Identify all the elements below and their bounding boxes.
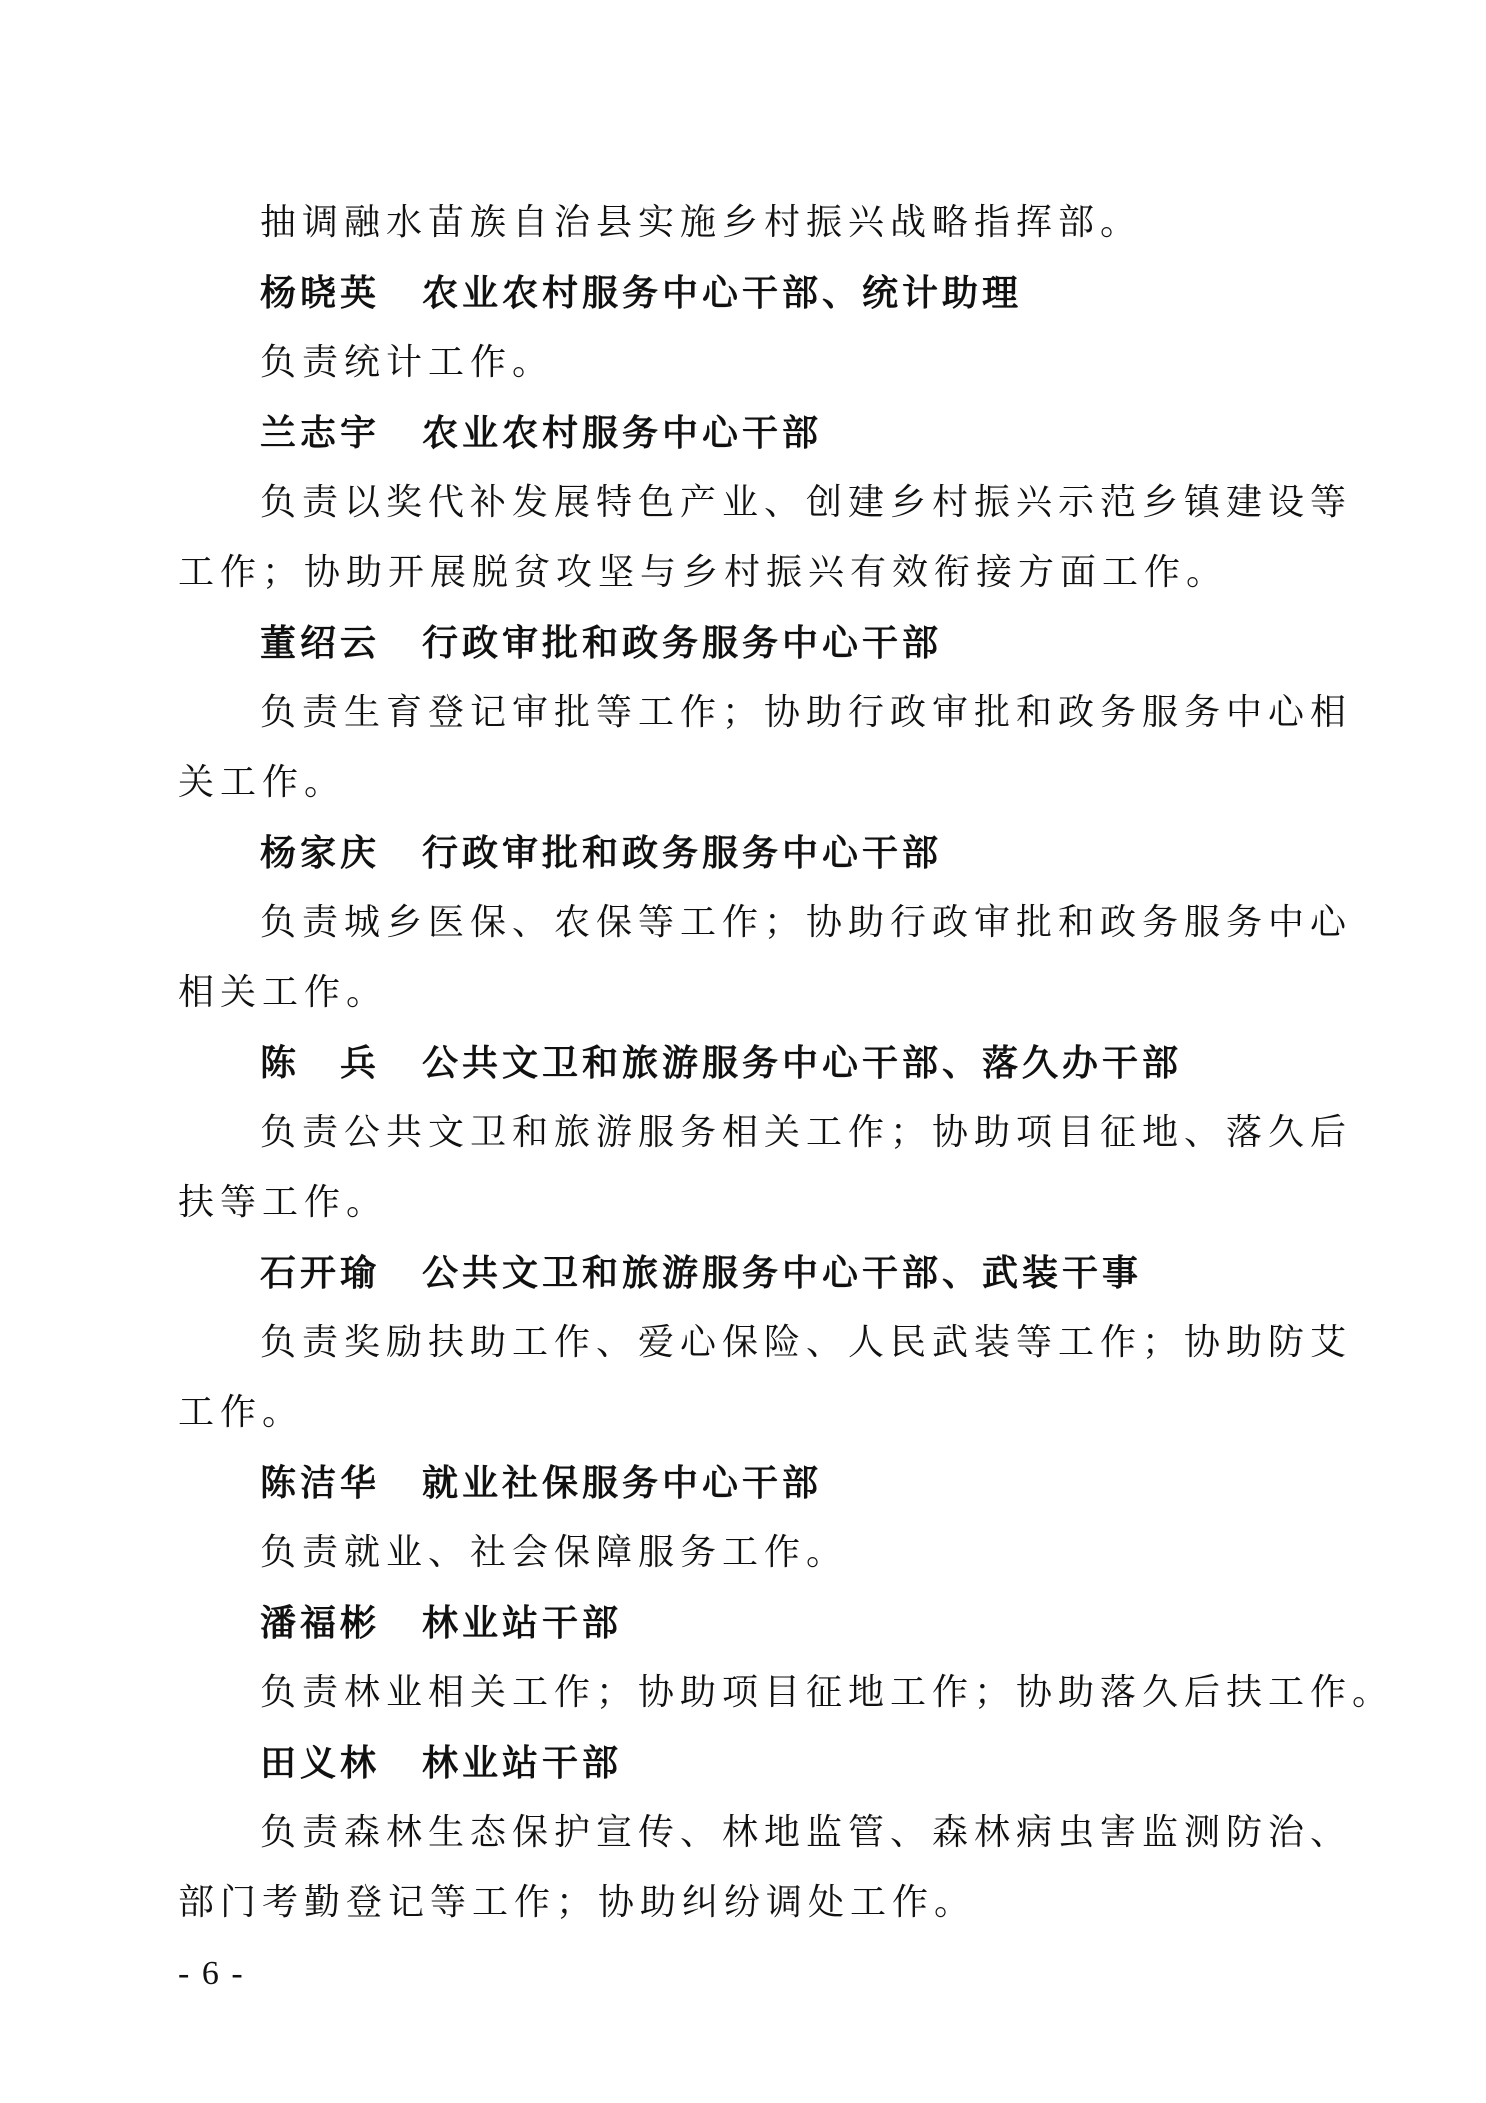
staff-title: 行政审批和政务服务中心干部 (422, 622, 943, 664)
staff-name: 杨晓英 (260, 272, 381, 314)
paragraph-line: 负责生育登记审批等工作；协助行政审批和政务服务中心相 (260, 692, 1353, 733)
staff-heading (178, 398, 1318, 468)
paragraph-line: 抽调融水苗族自治县实施乡村振兴战略指挥部。 (260, 202, 1143, 243)
staff-heading (178, 1728, 1318, 1798)
page-number: - 6 - (178, 1955, 245, 1992)
document-body (178, 188, 1395, 1938)
staff-name: 董绍云 (260, 622, 381, 664)
paragraph-line: 负责奖励扶助工作、爱心保险、人民武装等工作；协助防艾 (260, 1322, 1353, 1363)
staff-title: 公共文卫和旅游服务中心干部、落久办干部 (422, 1042, 1183, 1084)
paragraph-line: 负责公共文卫和旅游服务相关工作；协助项目征地、落久后 (260, 1112, 1353, 1153)
staff-heading (178, 1588, 1318, 1658)
paragraph-line: 工作。 (178, 1392, 305, 1433)
staff-heading (178, 258, 1318, 328)
staff-heading (178, 608, 1318, 678)
staff-name: 兰志宇 (260, 412, 381, 454)
staff-title: 农业农村服务中心干部、统计助理 (422, 272, 1023, 314)
paragraph-line: 关工作。 (178, 762, 347, 803)
paragraph-line: 负责城乡医保、农保等工作；协助行政审批和政务服务中心 (260, 902, 1353, 943)
paragraph-line: 负责森林生态保护宣传、林地监管、森林病虫害监测防治、 (260, 1812, 1353, 1853)
staff-title: 行政审批和政务服务中心干部 (422, 832, 943, 874)
staff-title: 林业站干部 (422, 1742, 623, 1784)
paragraph-line: 工作；协助开展脱贫攻坚与乡村振兴有效衔接方面工作。 (178, 552, 1229, 593)
staff-name: 陈 兵 (260, 1042, 381, 1084)
staff-name: 杨家庆 (260, 832, 381, 874)
staff-heading (178, 1238, 1318, 1308)
paragraph-line: 部门考勤登记等工作；协助纠纷调处工作。 (178, 1882, 977, 1923)
paragraph-line: 负责就业、社会保障服务工作。 (260, 1532, 849, 1573)
staff-name: 田义林 (260, 1742, 381, 1784)
staff-title: 林业站干部 (422, 1602, 623, 1644)
staff-title: 公共文卫和旅游服务中心干部、武装干事 (422, 1252, 1143, 1294)
paragraph-line: 扶等工作。 (178, 1182, 389, 1223)
staff-name: 潘福彬 (260, 1602, 381, 1644)
staff-name: 陈洁华 (260, 1462, 381, 1504)
paragraph-line: 相关工作。 (178, 972, 389, 1013)
staff-heading (178, 1448, 1318, 1518)
staff-title: 农业农村服务中心干部 (422, 412, 823, 454)
staff-heading (178, 818, 1318, 888)
staff-name: 石开瑜 (260, 1252, 381, 1294)
staff-title: 就业社保服务中心干部 (422, 1462, 823, 1504)
paragraph-line: 负责林业相关工作；协助项目征地工作；协助落久后扶工作。 (260, 1672, 1395, 1713)
staff-heading (178, 1028, 1318, 1098)
paragraph-line: 负责以奖代补发展特色产业、创建乡村振兴示范乡镇建设等 (260, 482, 1353, 523)
paragraph-line: 负责统计工作。 (260, 342, 555, 383)
